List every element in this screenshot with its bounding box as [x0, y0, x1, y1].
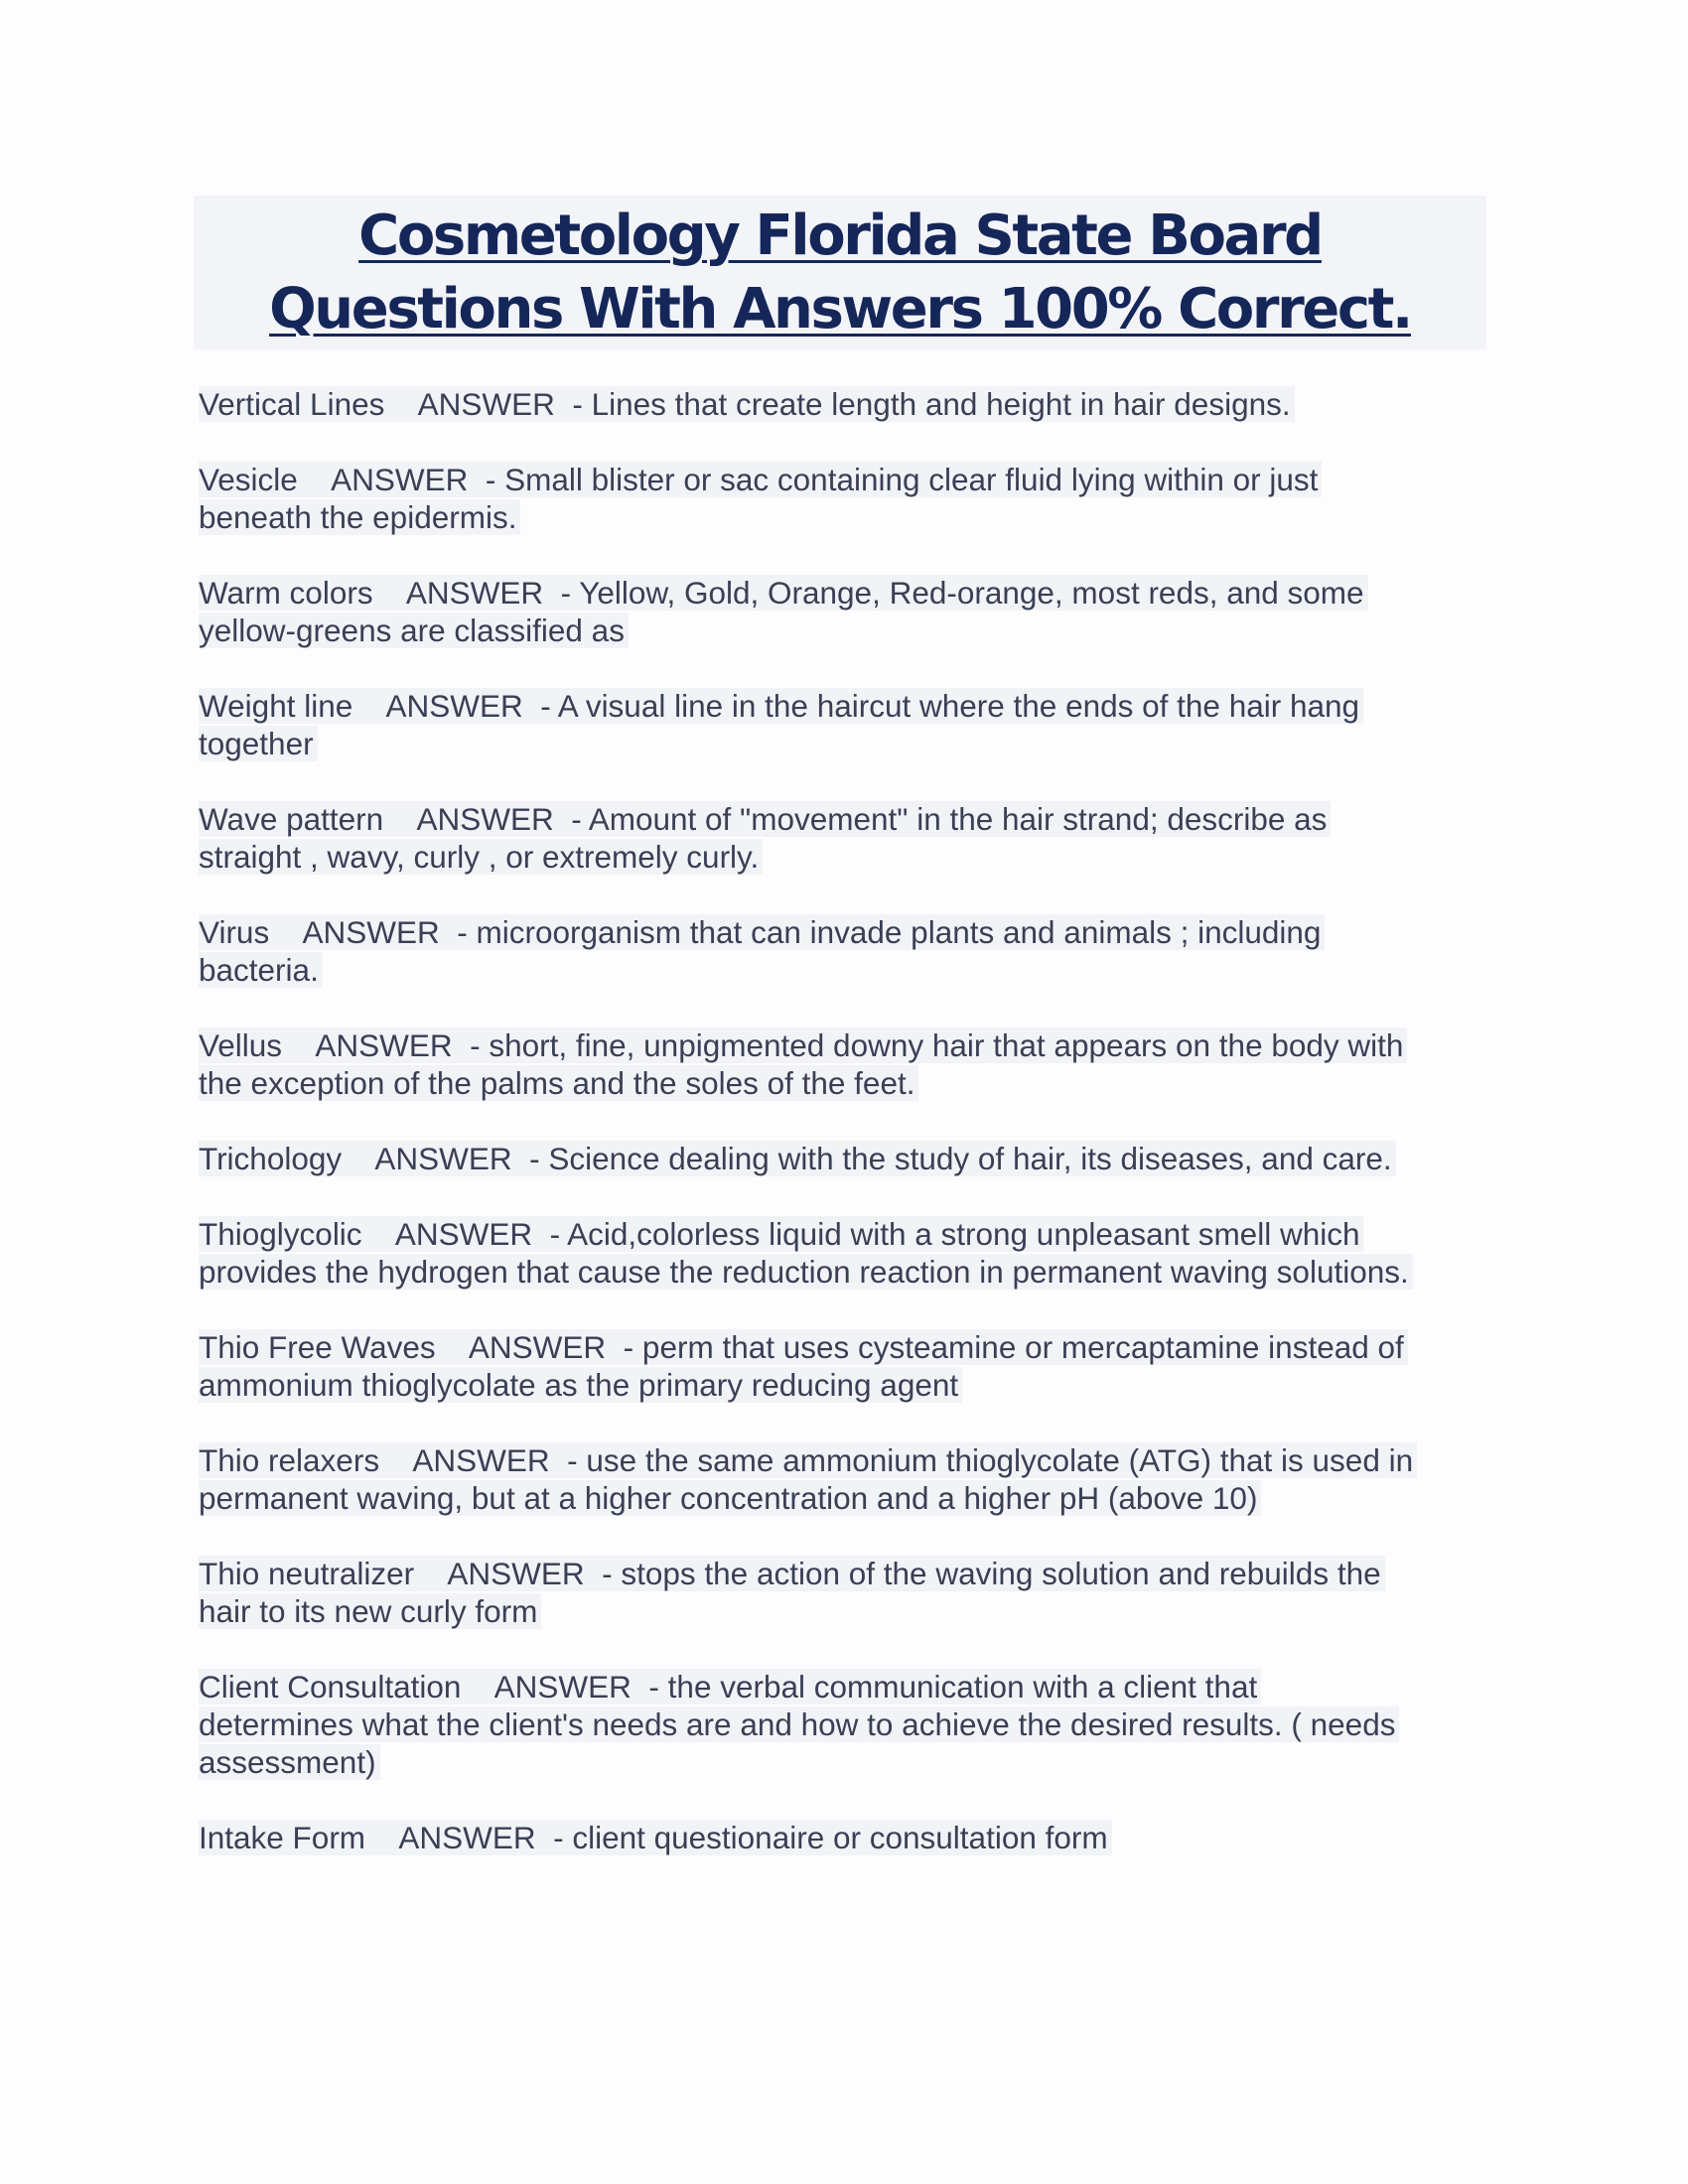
qa-entry-line	[199, 1668, 1489, 1706]
qa-entry-line	[199, 1026, 1489, 1064]
qa-entry-line	[199, 1140, 1489, 1177]
qa-entry	[199, 913, 1489, 989]
title-line-2: Questions With Answers 100% Correct.	[269, 277, 1411, 341]
qa-entry-text: Wave pattern ANSWER - Amount of "movement" in the hair strand; describe as	[199, 801, 1331, 837]
qa-entry-line	[199, 913, 1489, 951]
qa-entry-text: determines what the client's needs are and how to achieve the desired results. ( needs	[199, 1706, 1399, 1742]
qa-entry-line	[199, 687, 1489, 725]
qa-entry	[199, 574, 1489, 649]
qa-entry-text: Thio Free Waves ANSWER - perm that uses cysteamine or mercaptamine instead of	[199, 1329, 1408, 1365]
qa-entry-line	[199, 1706, 1489, 1743]
title-line-1: Cosmetology Florida State Board	[358, 204, 1322, 268]
qa-entry	[199, 1328, 1489, 1404]
qa-entry	[199, 1668, 1489, 1781]
qa-entry	[199, 1026, 1489, 1102]
qa-entry	[199, 1441, 1489, 1517]
qa-entry-text: provides the hydrogen that cause the reduction reaction in permanent waving solutions.	[199, 1254, 1413, 1290]
qa-entry-line	[199, 1253, 1489, 1291]
qa-entry-text: Vertical Lines ANSWER - Lines that create length and height in hair designs.	[199, 386, 1295, 422]
qa-entry-text: beneath the epidermis.	[199, 499, 520, 535]
qa-entry-line	[199, 725, 1489, 762]
qa-entry	[199, 1215, 1489, 1291]
qa-entry-text: permanent waving, but at a higher concentration and a higher pH (above 10)	[199, 1480, 1261, 1516]
qa-entry-line	[199, 1819, 1489, 1856]
qa-entry-line	[199, 1328, 1489, 1366]
qa-entry-line	[199, 612, 1489, 649]
qa-entry-text: Trichology ANSWER - Science dealing with the study of hair, its diseases, and care.	[199, 1141, 1396, 1176]
qa-entry	[199, 461, 1489, 536]
qa-entry-line	[199, 385, 1489, 423]
qa-entry-line	[199, 1743, 1489, 1781]
qa-entry-line	[199, 1555, 1489, 1592]
qa-entry-text: straight , wavy, curly , or extremely curly.	[199, 839, 763, 875]
document-title	[194, 196, 1486, 349]
qa-entry-text: together	[199, 726, 318, 761]
qa-entry-text: Vellus ANSWER - short, fine, unpigmented downy hair that appears on the body with	[199, 1027, 1407, 1063]
qa-entry-text: Virus ANSWER - microorganism that can invade plants and animals ; including	[199, 914, 1325, 950]
qa-entry-text: Thio relaxers ANSWER - use the same ammonium thioglycolate (ATG) that is used in	[199, 1442, 1417, 1478]
qa-entry	[199, 687, 1489, 762]
qa-entry	[199, 1819, 1489, 1856]
qa-entry-line	[199, 1441, 1489, 1479]
qa-entry-text: Client Consultation ANSWER - the verbal communication with a client that	[199, 1669, 1261, 1705]
qa-entry-line	[199, 498, 1489, 536]
qa-entry-text: Thio neutralizer ANSWER - stops the action of the waving solution and rebuilds the	[199, 1556, 1385, 1591]
qa-entry-text: Weight line ANSWER - A visual line in the haircut where the ends of the hair hang	[199, 688, 1363, 724]
qa-entry-text: the exception of the palms and the soles of the feet.	[199, 1065, 918, 1101]
qa-entry-line	[199, 1479, 1489, 1517]
qa-entry-line	[199, 1215, 1489, 1253]
qa-entry	[199, 1140, 1489, 1177]
qa-entry-line	[199, 1064, 1489, 1102]
qa-entry-line	[199, 951, 1489, 989]
qa-entry	[199, 800, 1489, 876]
qa-entry-text: hair to its new curly form	[199, 1593, 541, 1629]
qa-entry-line	[199, 574, 1489, 612]
qa-entry-text: bacteria.	[199, 952, 323, 988]
qa-entry-text: yellow-greens are classified as	[199, 613, 629, 648]
qa-entry-text: assessment)	[199, 1744, 380, 1780]
qa-entry-line	[199, 1592, 1489, 1630]
qa-entry-line	[199, 800, 1489, 838]
qa-entry-text: Intake Form ANSWER - client questionaire or consultation form	[199, 1820, 1112, 1855]
qa-entry-text: Vesicle ANSWER - Small blister or sac containing clear fluid lying within or just	[199, 462, 1322, 497]
qa-entry	[199, 1555, 1489, 1630]
qa-entry-line	[199, 838, 1489, 876]
qa-entry-line	[199, 1366, 1489, 1404]
qa-entry-text: ammonium thioglycolate as the primary reducing agent	[199, 1367, 962, 1403]
qa-entry-text: Warm colors ANSWER - Yellow, Gold, Orange, Red-orange, most reds, and some	[199, 575, 1368, 611]
qa-entry-text: Thioglycolic ANSWER - Acid,colorless liquid with a strong unpleasant smell which	[199, 1216, 1363, 1252]
qa-entry-line	[199, 461, 1489, 498]
qa-entry	[199, 385, 1489, 423]
